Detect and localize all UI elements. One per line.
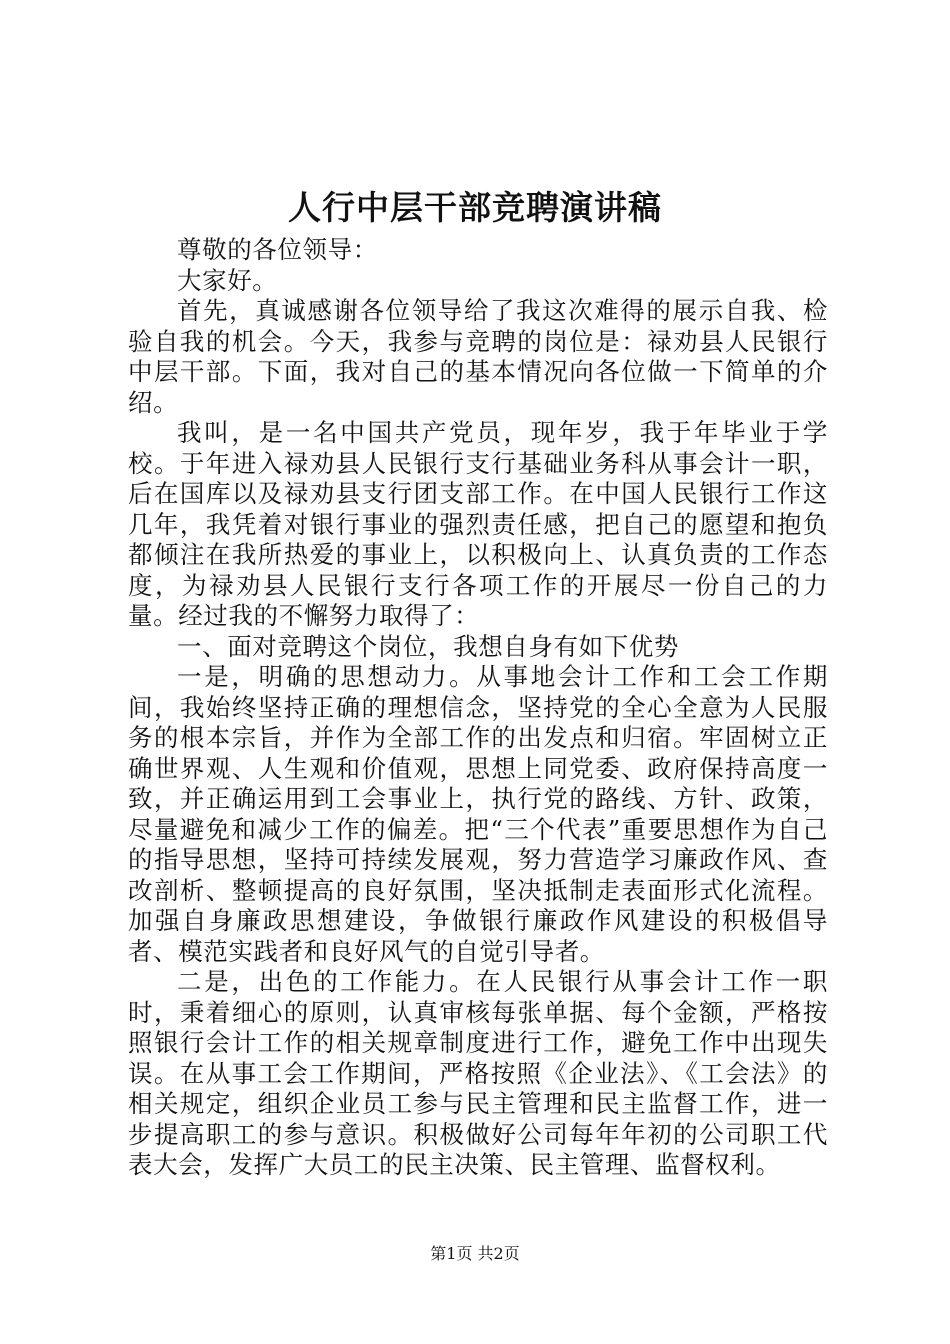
greeting: 大家好。 bbox=[177, 265, 278, 295]
paragraph-background: 我叫，是一名中国共产党员，现年岁，我于年毕业于学校。于年进入禄劝县人民银行支行基础业务科从事会计一职，后在国库以及禄劝县支行团支部工作。在中国人民银行工作这几年，我凭着对银行事业的强烈责任感，把自己的愿望和抱负都倾注在我所热爱的事业上，以积极向上、认真负责的工作态度，为禄劝县人民银行支行各项工作的开展尽一份自己的力量。经过我的不懈努力取得了： bbox=[128, 418, 828, 630]
section-heading-advantages: 一、面对竞聘这个岗位，我想自身有如下优势 bbox=[177, 631, 679, 661]
paragraph-intro: 首先，真诚感谢各位领导给了我这次难得的展示自我、检验自我的机会。今天，我参与竞聘的岗位是：禄劝县人民银行中层干部。下面，我对自己的基本情况向各位做一下简单的介绍。 bbox=[128, 296, 828, 417]
paragraph-advantage-1: 一是，明确的思想动力。从事地会计工作和工会工作期间，我始终坚持正确的理想信念，坚持党的全心全意为人民服务的根本宗旨，并作为全部工作的出发点和归宿。牢固树立正确世界观、人生观和价值观，思想上同党委、政府保持高度一致，并正确运用到工会事业上，执行党的路线、方针、政策，尽量避免和减少工作的偏差。把“三个代表”重要思想作为自己的指导思想，坚持可持续发展观，努力营造学习廉政作风、查改剖析、整顿提高的良好氛围，坚决抵制走表面形式化流程。加强自身廉政思想建设，争做银行廉政作风建设的积极倡导者、模范实践者和良好风气的自觉引导者。 bbox=[128, 662, 828, 966]
document-body bbox=[128, 235, 828, 1181]
paragraph-advantage-2: 二是，出色的工作能力。在人民银行从事会计工作一职时，秉着细心的原则，认真审核每张单据、每个金额，严格按照银行会计工作的相关规章制度进行工作，避免工作中出现失误。在从事工会工作期间，严格按照《企业法》、《工会法》的相关规定，组织企业员工参与民主管理和民主监督工作，进一步提高职工的参与意识。积极做好公司每年年初的公司职工代表大会，发挥广大员工的民主决策、民主管理、监督权利。 bbox=[128, 967, 828, 1179]
document-title: 人行中层干部竞聘演讲稿 bbox=[288, 188, 662, 227]
page-number-footer: 第1页 共2页 bbox=[430, 1244, 520, 1263]
salutation: 尊敬的各位领导： bbox=[177, 235, 378, 264]
